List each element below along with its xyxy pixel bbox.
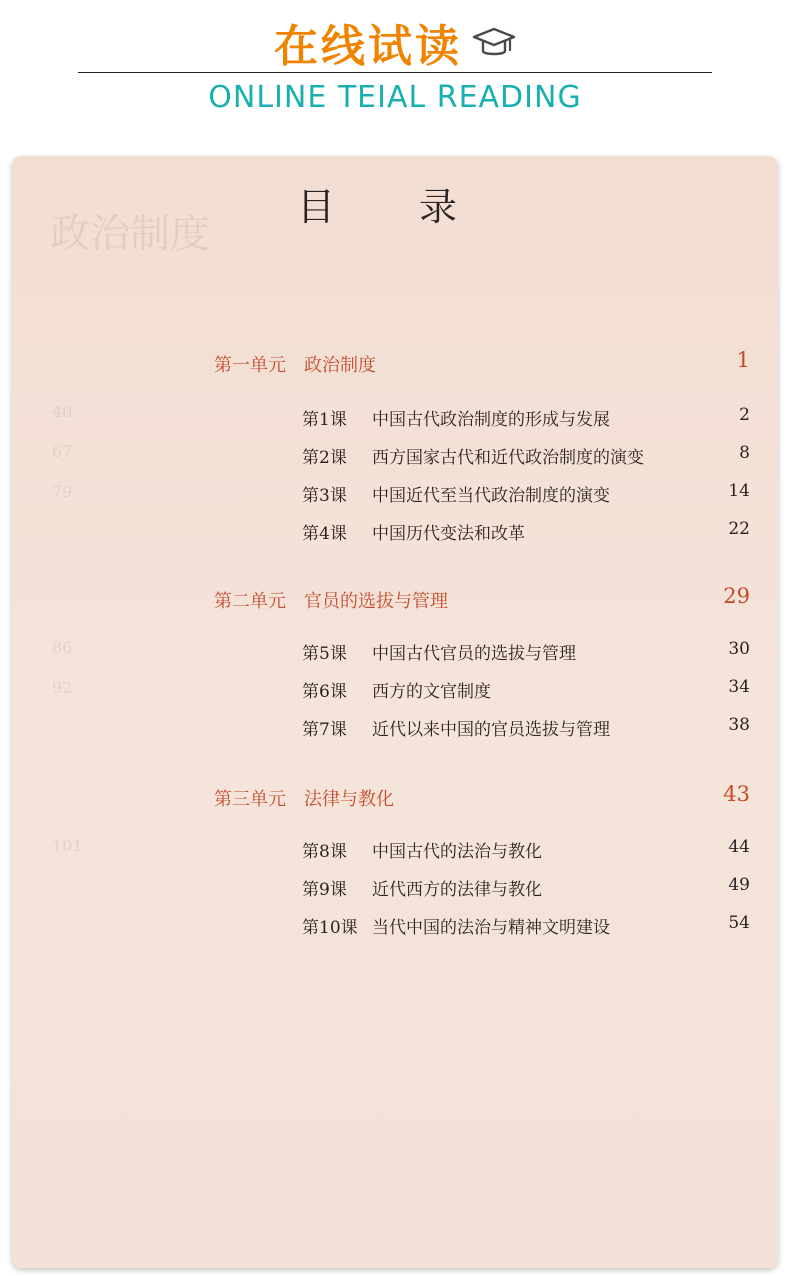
lesson-page-number: 49 [728,875,750,895]
lesson-page-number: 14 [728,481,750,501]
toc-lesson-row[interactable] [302,910,750,940]
unit-page-number: 43 [723,782,750,806]
lesson-label: 第4课 [302,524,347,544]
toc-lesson-row[interactable] [302,478,750,508]
unit-page-number: 29 [723,584,750,608]
banner-title [0,10,790,74]
toc-lesson-row[interactable] [302,834,750,864]
lesson-label: 第5课 [302,644,347,664]
lesson-label: 第10课 [302,918,358,938]
lesson-name: 中国古代政治制度的形成与发展 [372,410,610,430]
graduation-cap-icon [472,23,516,61]
unit-page-number: 1 [736,348,750,372]
bleed-through-text: 政治制度 [50,211,210,257]
unit-label: 第一单元 [214,355,286,376]
unit-name: 政治制度 [304,355,376,376]
banner-divider [78,72,712,73]
toc-lesson-row[interactable] [302,402,750,432]
lesson-name: 中国古代官员的选拔与管理 [372,644,576,664]
unit-label: 第二单元 [214,591,286,612]
lesson-name: 中国古代的法治与教化 [372,842,542,862]
lesson-name: 近代以来中国的官员选拔与管理 [372,720,610,740]
unit-name: 官员的选拔与管理 [304,591,448,612]
toc-lesson-row[interactable] [302,636,750,666]
toc-unit-row[interactable] [214,584,750,614]
bleed-through-text: 101 [52,836,83,855]
lesson-label: 第8课 [302,842,347,862]
unit-label: 第三单元 [214,789,286,810]
toc-lesson-row[interactable] [302,516,750,546]
bleed-through-text: 67 [52,442,73,461]
lesson-label: 第6课 [302,682,347,702]
lesson-page-number: 2 [739,405,750,425]
lesson-name: 西方的文官制度 [372,682,491,702]
lesson-page-number: 34 [728,677,750,697]
lesson-page-number: 54 [728,913,750,933]
lesson-label: 第9课 [302,880,347,900]
bleed-through-text: 86 [52,638,73,657]
unit-name: 法律与教化 [304,789,394,810]
toc-title: 目 录 [296,185,494,229]
lesson-name: 中国历代变法和改革 [372,524,525,544]
banner-subtitle: ONLINE TEIAL READING [208,80,582,115]
reading-banner [0,0,790,140]
lesson-name: 当代中国的法治与精神文明建设 [372,918,610,938]
toc-unit-row[interactable] [214,348,750,378]
lesson-page-number: 38 [728,715,750,735]
lesson-page-number: 44 [728,837,750,857]
lesson-page-number: 30 [728,639,750,659]
lesson-name: 中国近代至当代政治制度的演变 [372,486,610,506]
lesson-label: 第2课 [302,448,347,468]
lesson-label: 第7课 [302,720,347,740]
bleed-through-text: 92 [52,678,73,697]
toc-lesson-row[interactable] [302,712,750,742]
lesson-page-number: 8 [739,443,750,463]
bleed-through-text: 40 [52,402,73,421]
toc-lesson-row[interactable] [302,440,750,470]
lesson-label: 第1课 [302,410,347,430]
lesson-name: 西方国家古代和近代政治制度的演变 [372,448,644,468]
lesson-page-number: 22 [728,519,750,539]
lesson-name: 近代西方的法律与教化 [372,880,542,900]
banner-title-text: 在线试读 [274,21,462,72]
toc-unit-row[interactable] [214,782,750,812]
lesson-label: 第3课 [302,486,347,506]
book-page [12,156,778,1268]
toc-lesson-row[interactable] [302,674,750,704]
toc-lesson-row[interactable] [302,872,750,902]
bleed-through-text: 79 [52,482,73,501]
